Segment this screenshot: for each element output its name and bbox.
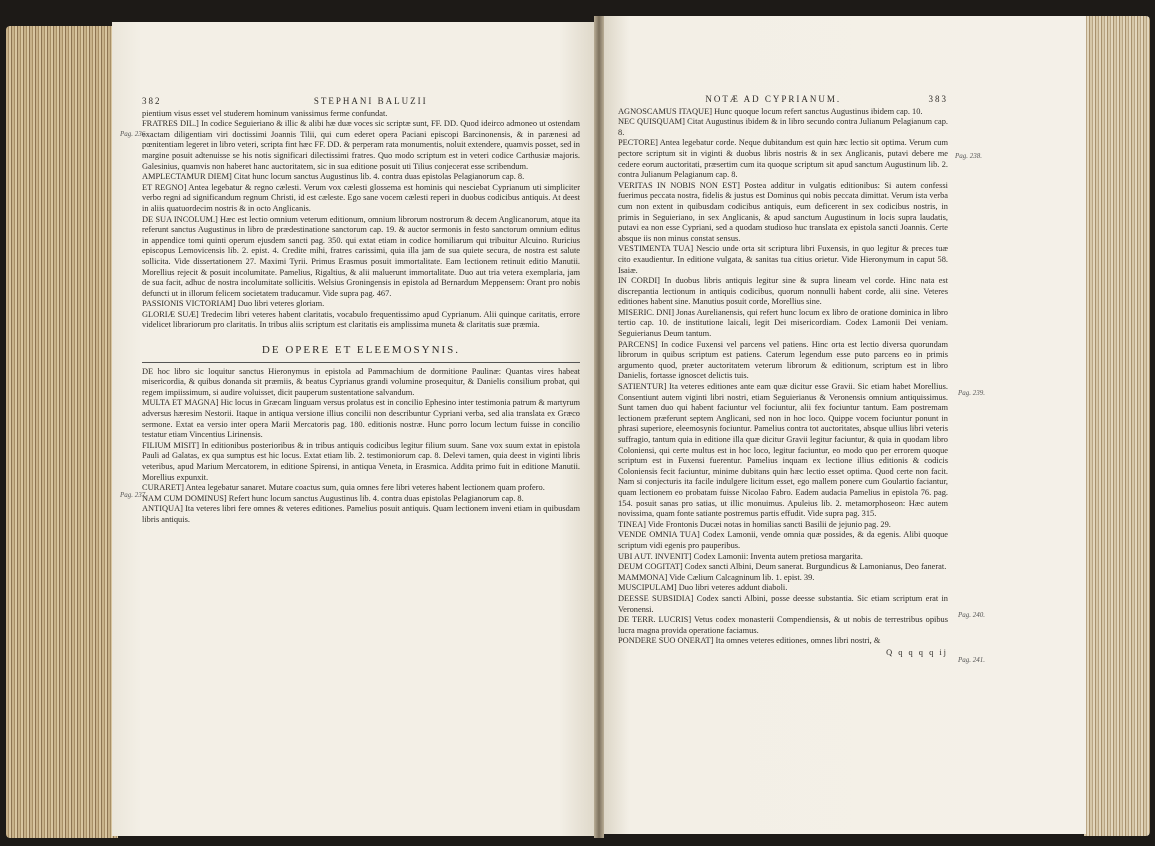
left-para-9: MULTA ET MAGNA] Hic locus in Græcam linguam versus prolatus est in concilio Ephesino inter testimonia patrum & martyrum adversus hæresim Nestorii. Itaque in antiqua versione illius concilii non describuntur Cypriani verba, sed alia translata ex Græco sermone. Extat ea versio inter opera Marii Mercatoris pag. 180. editionis nostræ. Hunc porro locum lectum fuisse in concilio testatur etiam Vincentius Lirinensis.: [142, 398, 581, 440]
right-para-3: PECTORE] Antea legebatur corde. Neque dubitandum est quin hæc lectio sit optima. Verum cum pectore scriptum sit in viginti & duobus libris nostris & in sex Anglicanis, putavi debere me cedere eorum auctoritati, præsertim cum ita quoque scriptum sit apud sanctum Augustinum lib. 2. contra Julianum Pelagianum cap. 8.: [618, 138, 948, 180]
left-para-11: CURARET] Antea legebatur sanaret. Mutare coactus sum, quia omnes fere libri veteres habent lectionem quam profero.: [142, 483, 545, 493]
margin-note-pag-237: Pag. 237.: [120, 491, 148, 499]
right-para-16: DEESSE SUBSIDIA] Codex sancti Albini, posse deesse substantia. Sic etiam scriptum erat in Veronensi.: [618, 593, 948, 614]
margin-note-pag-236: Pag. 236.: [120, 130, 148, 138]
right-page-text: [618, 94, 948, 658]
signature-mark: Q q q q q ij: [886, 647, 948, 657]
book-gutter: [594, 16, 604, 838]
section-rule: [142, 362, 580, 363]
left-page-number: 382: [142, 96, 162, 106]
right-para-4: VERITAS IN NOBIS NON EST] Postea additur in vulgatis editionibus: Si autem confessi fuerimus peccata nostra, fidelis & justus est Dominus qui nobis peccata dimittat. Verum ista verba cum non extent in quibusdam codicibus antiquis, eum deficerent in sex codicibus nostris, in primis in Seguieriano, in sex Anglicanis, & apud sanctum Augustinum in locis supra laudatis, putavi ea non esse Cypriani, sed a quodam studioso huc translata ex epistola sancti Joannis. Certe absque iis non minus constat sensus.: [618, 180, 948, 243]
right-para-12: UBI AUT. INVENIT] Codex Lamonii: Inventa autem pretiosa margarita.: [618, 551, 863, 561]
left-para-12: NAM CUM DOMINUS] Refert hunc locum sanctus Augustinus lib. 4. contra duas epistolas Pelagianorum cap. 8.: [142, 493, 524, 503]
left-para-7: GLORIÆ SUÆ] Tredecim libri veteres habent claritatis, vocabulo frequentissimo apud Cyprianum. Alii quinque caritatis, errore videlicet librariorum pro claritatis. In tribus aliis scriptum est claritatis eis amplissima muneta & claritatis suæ præmia.: [142, 309, 580, 330]
right-para-10: TINEA] Vide Frontonis Ducæi notas in homilias sancti Basilii de jejunio pag. 29.: [618, 519, 891, 529]
right-para-5: VESTIMENTA TUA] Nescio unde orta sit scriptura libri Fuxensis, in quo legitur & preces tuæ cito exaudientur. In editione vulgata, & sanitas tua citius orietur. Vide Hieronymum in caput 58. Isaiæ.: [618, 244, 948, 275]
right-para-15: MUSCIPULAM] Duo libri veteres addunt diaboli.: [618, 583, 788, 593]
right-page-edges: [1084, 16, 1150, 836]
left-running-header: [142, 96, 580, 107]
right-para-18: PONDERE SUO ONERAT] Ita omnes veteres editiones, omnes libri nostri, &: [618, 636, 881, 646]
left-para-8: DE hoc libro sic loquitur sanctus Hieronymus in epistola ad Pammachium de dormitione Paulinæ: Quantas vires habeat misericordia, & quibus donanda sit præmiis, & beatus Cyprianus grandi volumine prosequitur, & Danielis consilium probat, qui regem impiissimum, si audire voluisset, dicit pauperum sustentatione salvandum.: [142, 366, 580, 397]
right-page-number: 383: [928, 94, 948, 104]
right-para-2: NEC QUISQUAM] Citat Augustinus ibidem & in libro secundo contra Julianum Pelagianum cap. 8.: [618, 117, 948, 137]
right-para-6: IN CORDI] In duobus libris antiquis legitur sine & supra lineam vel corde. Hinc nata est discrepantia lectionum in antiquis codicibus, quorum nonnulli habent corde, alii sine. Veteres editiones habent sine. Manutius posuit corde, Morellius sine.: [618, 276, 948, 307]
left-para-6: PASSIONIS VICTORIAM] Duo libri veteres gloriam.: [142, 299, 325, 309]
left-para-10: FILIUM MISIT] In editionibus posterioribus & in tribus antiquis codicibus legitur filium suum. Sane vox suum extat in epistola Pauli ad Galatas, ex qua sumptus est hic locus. Extat etiam lib. 2. testimoniorum cap. 8. Delevi tamen, quia deest in viginti libris veteribus, apud Marium Mercatorem, in editione Spirensi, in antiqua Veneta, in Erasmica. Addita primo fuit in editione Manutii. Morellius expunxit.: [142, 440, 580, 482]
left-para-2: FRATRES DIL.] In codice Seguieriano & illic & alibi hæ duæ voces sic scriptæ sunt, FF. DD. Quod ideirco admoneo ut ostendam exactam diligentiam viri doctissimi Joannis Tilii, qui cum ederet opera Paciani episcopi Barcinonensis, & in parænesi ad pœnitentiam legeret in libro veteri, scripta fint hæc FF. DD. & perperam rata monumentis, noluit extendere, quamvis posset, sed in margine posuit adtenuisse se his notis significari dilectissimi fratres. Quo modo scriptum est in veteri codice Carthusiæ majoris. Galesinius, quamvis non haberet hanc auctoritatem, sic in sua editione posuit uti Tilius conjecerat esse scribendum.: [142, 119, 580, 171]
right-para-13: DEUM COGITAT] Codex sancti Albini, Deum sanerat. Burgundicus & Lamonianus, Deo fanerat.: [618, 562, 947, 572]
left-para-13: ANTIQUA] Ita veteres libri fere omnes & veteres editiones. Pamelius posuit antiquis. Quam lectionem inveni etiam in quibusdam libris antiquis.: [142, 504, 580, 524]
left-page-text: [142, 96, 580, 526]
margin-note-pag-239: Pag. 239.: [958, 389, 986, 397]
right-para-1: AGNOSCAMUS ITAQUE] Hunc quoque locum refert sanctus Augustinus ibidem cap. 10.: [618, 106, 923, 116]
left-para-3: AMPLECTAMUR DIEM] Citat hunc locum sanctus Augustinus lib. 4. contra duas epistolas Pelagianorum cap. 8.: [142, 172, 525, 182]
right-para-14: MAMMONA] Vide Cælium Calcagninum lib. 1. epist. 39.: [618, 572, 815, 582]
right-running-header: [618, 94, 948, 105]
left-running-head: STEPHANI BALUZII: [313, 96, 428, 106]
margin-note-pag-240: Pag. 240.: [958, 611, 986, 619]
right-para-9: SATIENTUR] Ita veteres editiones ante eam quæ dicitur esse Gravii. Sic etiam habet Morellius. Consentiunt autem viginti libri nostri, etiam Seguierianus & Veronensis omnium antiquissimus. Sunt tamen duo qui habent faciuntur vel fociuntur, alii fex fociuntur tantum. Eam postremam lectionem præferunt septem Anglicani, sed non in hoc loco. Quippe vocem fociuntur ponunt in phrasi superiore, eleemosynis fociuntur. Pamelius contra tot auctoritates, absque ullius libri veteris suffragio, tantum quia in editione illa quæ dicitur Gravii legitur faciuntur, & quia in quodam libro Coloniensi, qui certe multus est in hoc loco, legitur faciuntur, eo modo quo per errorem quoque scriptum est in Fuxensi fuerentur. Pamelius inquam ex lectione illius editionis & codicis Coloniensis fecit faciuntur, minime dubitans quin hæc lectio esset optima. Quod certe non facit. Nam si conjecturis ita facile indulgere licitum esset, ego mallem ponere cum Goulartio faciantur, quam lectionem eo probatam fuisse Nicolao Fabro. Eadem audacia Pamelius in epistola 76. pag. 154. posuit sanas pro satias, ut illic monuimus. Apuleius lib. 2. metamorphoseon: Hæc autem novissima, quam fonte satiante postremus partis effudit. Vide supra pag. 315.: [618, 382, 948, 519]
section-title: DE OPERE ET ELEEMOSYNIS.: [261, 344, 461, 357]
right-para-8: PARCENS] In codice Fuxensi vel parcens vel patiens. Hinc orta est lectio diversa quorundam librorum in quibus scriptum est patiens. Caterum legendum esse puto parcens eo in primis argumento quod, præter auctoritatem veterum librorum & editionum, scriptum est in libro Danielis, fortasse ignoscet delictis tuis.: [618, 339, 948, 381]
left-page-edges: [6, 26, 118, 838]
left-para-5: DE SUA INCOLUM.] Hæc est lectio omnium veterum editionum, omnium librorum nostrorum & decem Anglicanorum, atque ita referunt sanctus Augustinus in libro de prædestinatione sanctorum cap. 19. & auctor sermonis in festo sanctorum omnium editus in appendice tomi quinti operum ejusdem sancti pag. 350. qui extat etiam in codice homiliarum qui tribuitur Alcuino. Ruricius episcopus Lemovicensis lib. 2. epist. 4. Credite mihi, fratres carissimi, quia illa jam de sua quiete secura, de nostra est salute sollicita. Vide dissertationem 27. Maximi Tyrii. Primus Erasmus posuit immortalitate. Eam lectionem retinuit editio Manutii. Morellius rejecit & posuit incolumitate. Pamelius, Rigaltius, & alii maluerunt immortalitate. Duo aut tria vetera exemplaria, jam de sua facit, adhuc de nostra incolumitate sollicitis. Welsius Groningensis in epistola ad Bernardum Meppensem: Orant pro nobis defuncti ut in illorum felicem societatem traducamur. Vide supra pag. 467.: [142, 214, 580, 298]
margin-note-pag-241: Pag. 241.: [958, 656, 986, 664]
right-para-7: MISERIC. DNI] Jonas Aurelianensis, qui refert hunc locum ex libro de oratione dominica in libro tertio cap. 10. de institutione laicali, legit Dei misericordiam. Codex Lamonii Dei veniam. Seguierianus Deum tantum.: [618, 307, 948, 339]
left-para-1: pientium visus esset vel studerem hominum vanissimus ferme confundat.: [142, 108, 388, 118]
right-running-head: NOTÆ AD CYPRIANUM.: [705, 94, 842, 104]
margin-note-pag-238: Pag. 238.: [955, 152, 983, 160]
left-para-4: ET REGNO] Antea legebatur & regno cælesti. Verum vox cælesti glossema est hominis qui nesciebat Cyprianum uti simpliciter verbo regni ad significandum regnum Christi, id est cæleste. Ego sane vocem cælesti reperi in duobus codicibus antiquis. At deest in aliis quatuordecim nostris & in octo Anglicanis.: [142, 182, 580, 213]
right-para-17: DE TERR. LUCRIS] Vetus codex monasterii Compendiensis, & ut nobis de terrestribus opibus lucra magna provida operatione faciamus.: [618, 615, 948, 635]
right-para-11: VENDE OMNIA TUA] Codex Lamonii, vende omnia quæ possides, & da egenis. Alibi quoque scriptum vidi egenis pro pauperibus.: [618, 530, 948, 550]
